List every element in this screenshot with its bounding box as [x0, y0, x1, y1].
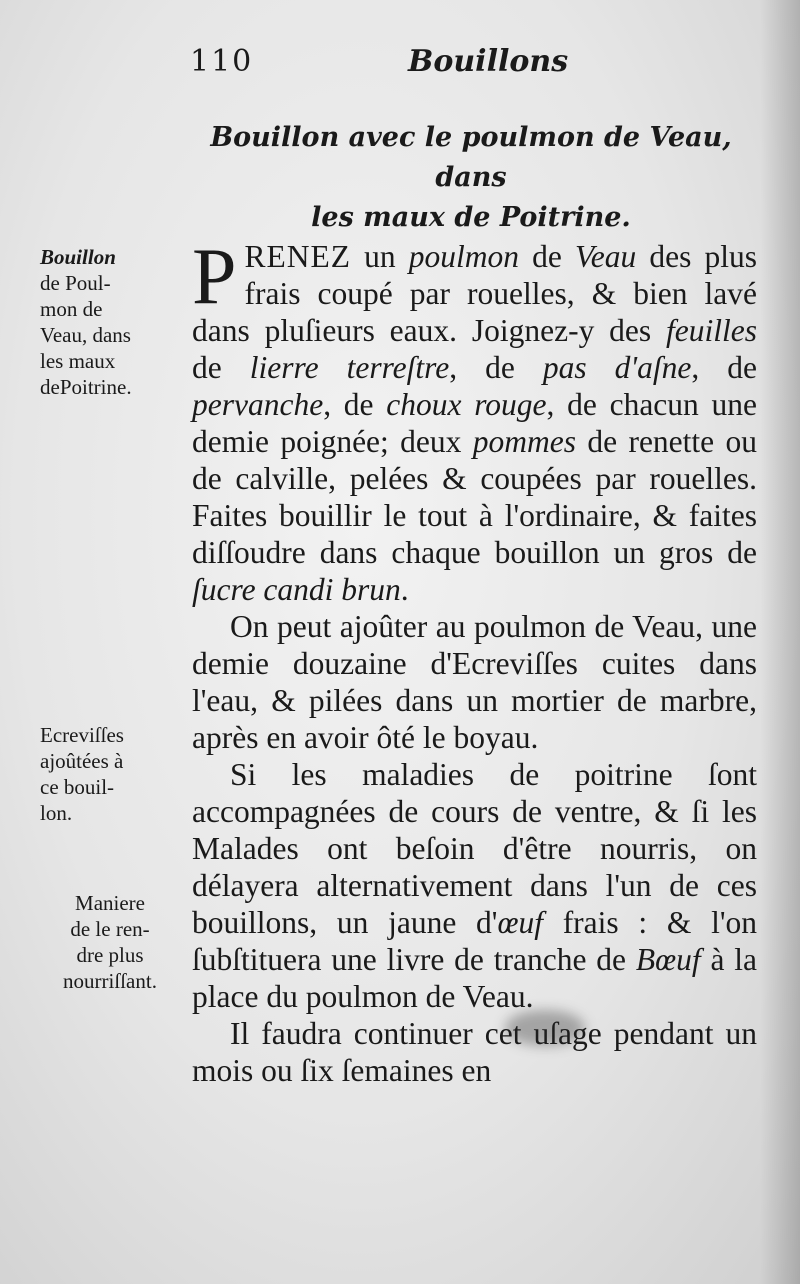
text-run: un — [350, 239, 409, 274]
text-run: frais : & l'on ſubſtituera une livre de tranche de — [192, 905, 758, 977]
italic-term: poulmon — [408, 239, 519, 274]
margin-note-line: dePoitrine. — [40, 375, 132, 399]
text-run: Si les maladies de poitrine ſont accompagnées de cours de ventre, & ſi les Malades ont beſoin d'être nourris, on délayera alternativement dans l'un de ces bouillons, un jaune d' — [192, 757, 757, 940]
margin-note-line: mon de — [40, 297, 103, 321]
italic-term: choux rouge — [386, 387, 547, 422]
italic-term: pommes — [472, 424, 576, 459]
text-run: à la place du poulmon de Veau. — [192, 942, 757, 1014]
drop-cap: P — [192, 233, 237, 321]
running-head: Bouillons — [408, 44, 569, 79]
margin-note-line: ce bouil- — [40, 775, 115, 799]
text-run: , de — [449, 350, 543, 385]
paragraph-ecrevisses: On peut ajoûter au poulmon de Veau, une demie douzaine d'Ecreviſſes cuites dans l'eau, & pilées dans un mortier de marbre, après en avoir ôté le boyau. — [192, 609, 757, 755]
italic-term: Veau — [575, 239, 637, 274]
margin-note-line: ajoûtées à — [40, 749, 124, 773]
margin-note-maniere — [40, 890, 180, 994]
margin-note-line: dre plus — [76, 943, 144, 967]
italic-term: pervanche — [192, 387, 324, 422]
margin-note-line: nourriſſant. — [63, 969, 157, 993]
ink-smudge — [505, 1010, 585, 1046]
text-run: . — [400, 572, 409, 607]
text-run: de — [192, 350, 250, 385]
margin-note-line: lon. — [40, 801, 73, 825]
page-edge-shadow — [760, 0, 800, 1284]
italic-term: œuf — [497, 905, 543, 940]
margin-note-line: de Poul- — [40, 271, 111, 295]
page-number: 110 — [190, 44, 254, 79]
page-header — [0, 44, 800, 84]
italic-term: Bœuf — [635, 942, 701, 977]
text-run: , de — [691, 350, 757, 385]
text-run: de — [519, 239, 575, 274]
margin-note-line: Maniere — [75, 891, 145, 915]
text-run: des plus frais coupé par rouelles, & bien lavé dans pluſieurs eaux. Joignez-y des — [192, 239, 757, 348]
section-title-line-1: Bouillon avec le poulmon de Veau, dans — [210, 122, 732, 193]
paragraph-recipe — [192, 233, 757, 608]
italic-term: lierre terreſtre — [249, 350, 450, 385]
small-caps-word: RENEZ — [244, 239, 351, 274]
margin-note-line: les maux — [40, 349, 116, 373]
italic-term: ſucre candi brun — [192, 572, 401, 607]
section-title — [186, 118, 756, 238]
italic-term: pas d'aſne — [542, 350, 692, 385]
margin-note-line: de le ren- — [70, 917, 150, 941]
body-text — [192, 233, 758, 1089]
margin-note-bouillon — [40, 244, 180, 400]
margin-note-line: Veau, dans — [40, 323, 131, 347]
margin-note-line: Bouillon — [40, 245, 116, 269]
text-run: , de chacun une demie poignée; deux — [192, 387, 757, 459]
text-run: , de — [323, 387, 387, 422]
margin-note-line: Ecreviſſes — [40, 723, 124, 747]
section-title-line-2: les maux de Poitrine. — [311, 202, 631, 233]
margin-note-ecrevisses — [40, 722, 180, 826]
text-run: de renette ou de calville, pelées & coupées par rouelles. Faites bouillir le tout à l'ordinaire, & faites diſſoudre dans chaque bouillon un gros de — [192, 424, 757, 570]
paragraph-continuer: Il faudra continuer cet uſage pendant un mois ou ſix ſemaines en — [192, 1016, 757, 1088]
paragraph-nourrissant — [192, 756, 757, 1015]
italic-term: feuilles — [666, 313, 757, 348]
